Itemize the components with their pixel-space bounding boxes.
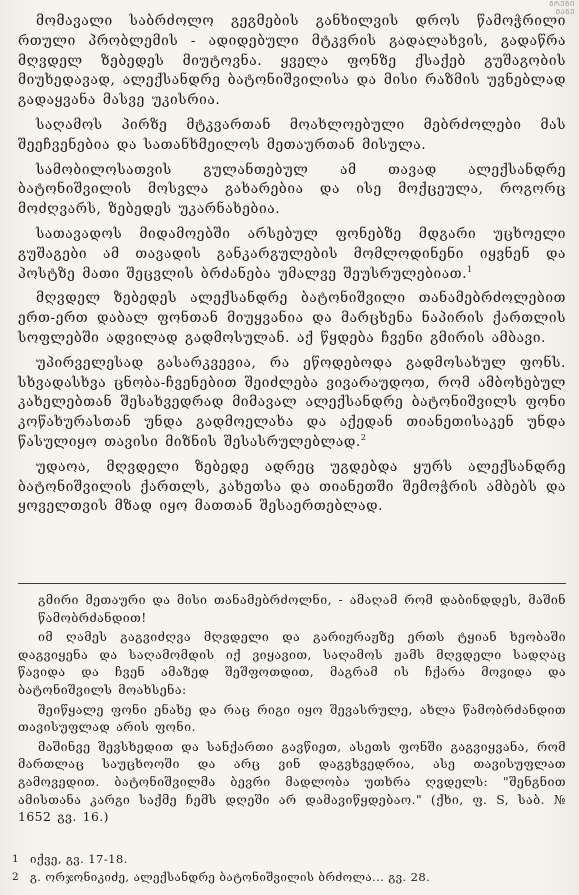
paragraph-1: მომავალი საბრძოლო გეგმების განხილვის დროს წამოჭრილი რთული პრობლემის - ადიდებული მტკვრის გადალახვის, გადაწრა მღვდელ ზებედეს მიუტოვნა. ყველა ფონზე ქსაქებ გუშაგობის მიუხედავად, ალექსანდრე ბატონიშვილისა და მისი რაზმის უვნებლად გადაყვანა მასვე უკისრია. <box>18 13 566 109</box>
watermark-line-2: ᲛᲐᲜᲣ <box>555 8 575 16</box>
paragraph-3: სამობილოსათვის გულანთებულ ამ თავად ალექსანდრე ბატონიშვილის მოსვლა გახარებია და ისე მოქცეულა, როგორც მოძღვარს, ზებედეს უკარნახებია. <box>18 161 566 218</box>
footnote-text: იქვე, გვ. 17-18. <box>30 852 128 866</box>
quote-paragraph-4: მაშინვე შევსხედით და სანქართი გავწიეთ, ასეთს ფონში გაგვიყვანა, რომ მართლაც საუცხოოში და არც ვინ დაგვხვედრია, ასე თავისუფლათ გამოვედით. ბატონიშვილმა ბევრი მადლობა უთხრა ღვდელს: "შენგნით ამისთანა კარგი საქმე ჩემს დღეში არ დამავიწყდებაო." (ქხი, ფ. S, საბ. № 1652 გვ. 16.) <box>18 738 566 825</box>
footnote-marker: 2 <box>360 432 367 442</box>
main-text <box>18 12 566 522</box>
paragraph-7: უდაოა, მღვდელი ზებედე ადრეც უგდებდა ყურს ალექსანდრე ბატონიშვილის ქართლს, კახეთსა და თიანეთში შემოჭრის ამბებს და ყოველთვის მზად იყო მათთან შესაერთებლად. <box>18 458 566 515</box>
paragraph-6: უპირველესად გასარკვევია, რა ეწოდებოდა გადმოსახულ ფონს. სხვადასხვა ცნობა-ჩვენებით შეიძლება ვივარაუდოთ, რომ ამბოხებულ კახელებთან შესახვედრად მიმავალ ალექსანდრე ბატონიშვილს ფონი კოწახურასთან უნდა გადმოელახა და აქედან თიანეთისაკენ უნდა წასულიყო თავისი მიზნის შესასრულებლად.$^2$ <box>18 354 566 450</box>
footnote-number: 2 <box>12 871 20 883</box>
watermark-line-1: ᲒᲠᲣᲜᲘ <box>549 0 575 8</box>
footnote-number: 1 <box>12 853 20 865</box>
footnote-separator <box>18 583 566 584</box>
footnote-quote-block <box>18 591 566 828</box>
quote-paragraph-1: გმირი მეთაური და მისი თანამებრძოლნი, - ამაღამ რომ დაბინდდეს, მაშინ წამობრძანდით! <box>38 592 566 625</box>
quote-paragraph-3: შეიწყალე ფონი ენახე და რაც რიგი იყო შევასრულე, ახლა წამობრძანდით თავისუფლად არის ფონი. <box>18 701 566 735</box>
footnote-text: გ. ორჯონიკიძე, ალექსანდრე ბატონიშვილის ბრძოლა... გვ. 28. <box>30 870 431 884</box>
footnote-marker: 1 <box>467 264 473 274</box>
paragraph-4: სათავადოს მიდამოებში არსებულ ფონებზე მდგარი უცხოელი გუშაგები ამ თავადის განკარგულების მომლოდინენი იყვნენ და პოსტზე მათი შეცვლის ბრძანება უმალვე შეუსრულებიათ.$^1$ <box>18 225 566 282</box>
quote-paragraph-2: იმ ღამეს გაგვიძღვა მღვდელი და გარიჟრაჟზე ერთს ტყიან ხეობაში დაგვიყენა და საღამომდის იქ ვიყავით, საღამოს ჟამს მღვდელი სადღაც წავიდა და ჩვენ ამაზედ შეშფოთდით, მაგრამ ის ჩქარა მოვიდა და ბატონიშვილს მოახსენა: <box>18 629 566 697</box>
paragraph-2: საღამოს პირზე მტკვართან მოახლოებული მებრძოლები მას შეეჩვენებია და სათანხმეილოს მეთაურთან მისულა. <box>18 116 566 153</box>
paragraph-5: მღვდელ ზებედეს ალექსანდრე ბატონიშვილი თანამებრძოლებით ერთ-ერთ დაბალ ფონთან მიუყვანია და მარცხენა ნაპირის ქართლის სოფლებში ადვილად გადმოსულან. აქ წყდება ჩვენი გმირის ამბავი. <box>18 290 566 346</box>
